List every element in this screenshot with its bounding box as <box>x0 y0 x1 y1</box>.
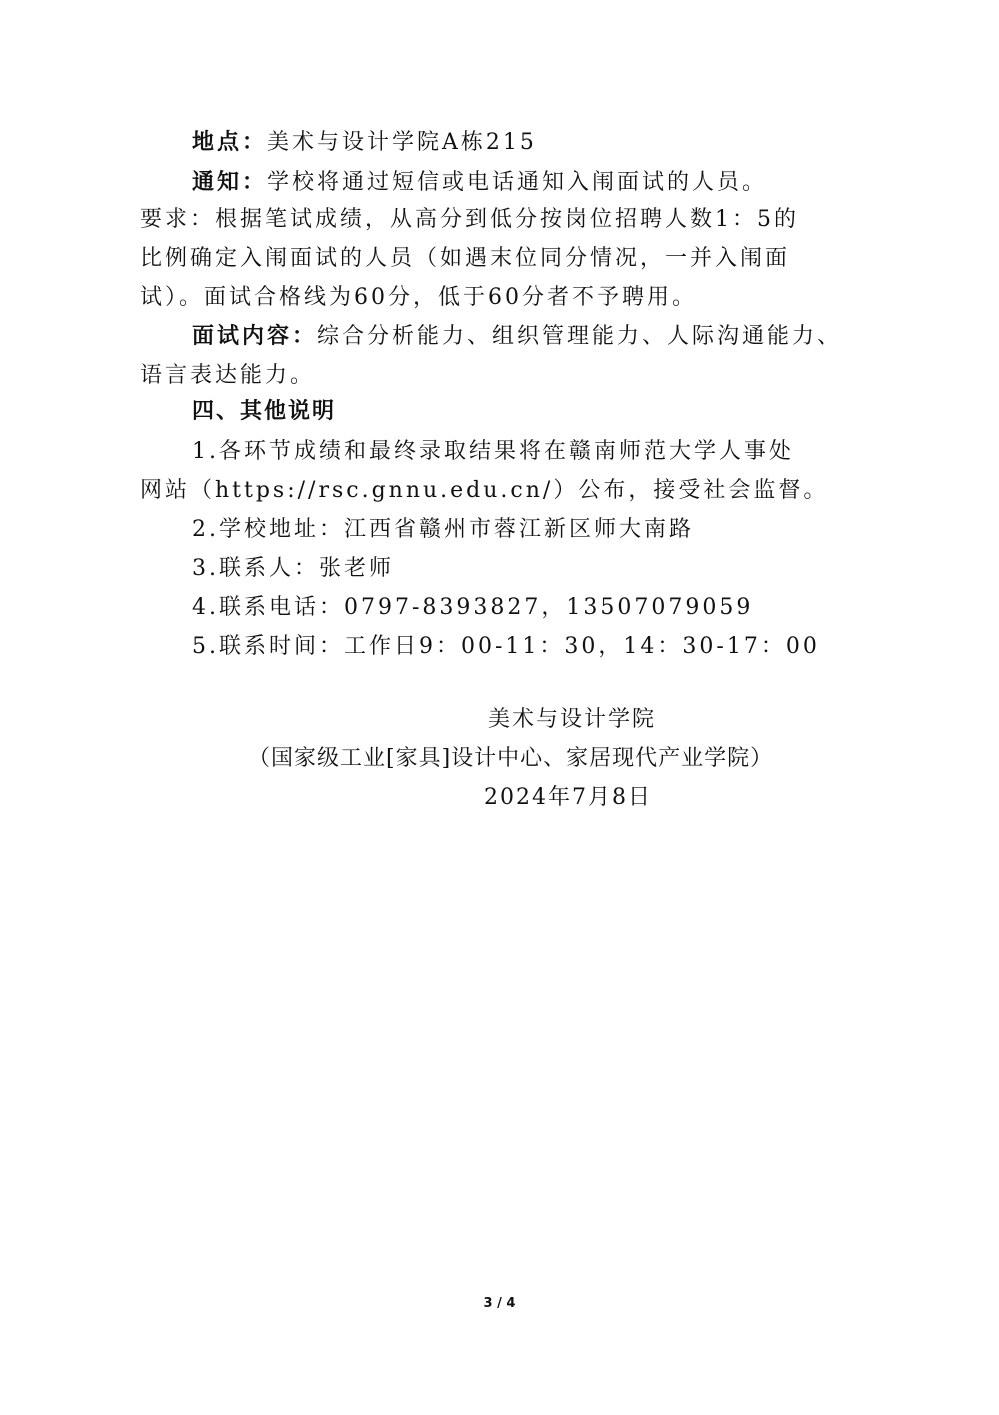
requirement-line-3: 试）。面试合格线为60分，低于60分者不予聘用。 <box>140 285 697 310</box>
interview-content-line <box>192 322 842 352</box>
interview-content-line-2: 语言表达能力。 <box>140 363 316 388</box>
location-line <box>192 128 537 158</box>
signature-sub: （国家级工业[家具]设计中心、家居现代产业学院） <box>248 746 774 771</box>
location-label: 地点： <box>192 130 268 155</box>
signature-date: 2024年7月8日 <box>484 785 652 810</box>
other-item-2: 2.学校地址：江西省赣州市蓉江新区师大南路 <box>192 517 694 542</box>
notice-line <box>192 168 767 198</box>
interview-content-label: 面试内容： <box>192 324 318 349</box>
interview-content-text: 综合分析能力、组织管理能力、人际沟通能力、 <box>317 324 843 349</box>
requirement-line-1: 要求：根据笔试成绩，从高分到低分按岗位招聘人数1：5的 <box>140 207 799 232</box>
requirement-line-2: 比例确定入闱面试的人员（如遇末位同分情况，一并入闱面 <box>140 246 791 271</box>
location-text: 美术与设计学院A栋215 <box>267 130 537 155</box>
other-item-4: 4.联系电话：0797-8393827，13507079059 <box>192 595 754 620</box>
notice-text: 学校将通过短信或电话通知入闱面试的人员。 <box>267 170 768 195</box>
other-item-5: 5.联系时间：工作日9：00-11：30，14：30-17：00 <box>192 634 820 659</box>
notice-label: 通知： <box>192 170 268 195</box>
signature-org: 美术与设计学院 <box>488 707 657 732</box>
other-item-3: 3.联系人：张老师 <box>192 556 394 581</box>
other-item-1-line-2: 网站（https://rsc.gnnu.edu.cn/）公布，接受社会监督。 <box>140 478 829 503</box>
other-item-1-line-1: 1.各环节成绩和最终录取结果将在赣南师范大学人事处 <box>192 439 794 464</box>
page-number: 3 / 4 <box>483 1296 516 1311</box>
section-4-heading: 四、其他说明 <box>192 399 337 424</box>
